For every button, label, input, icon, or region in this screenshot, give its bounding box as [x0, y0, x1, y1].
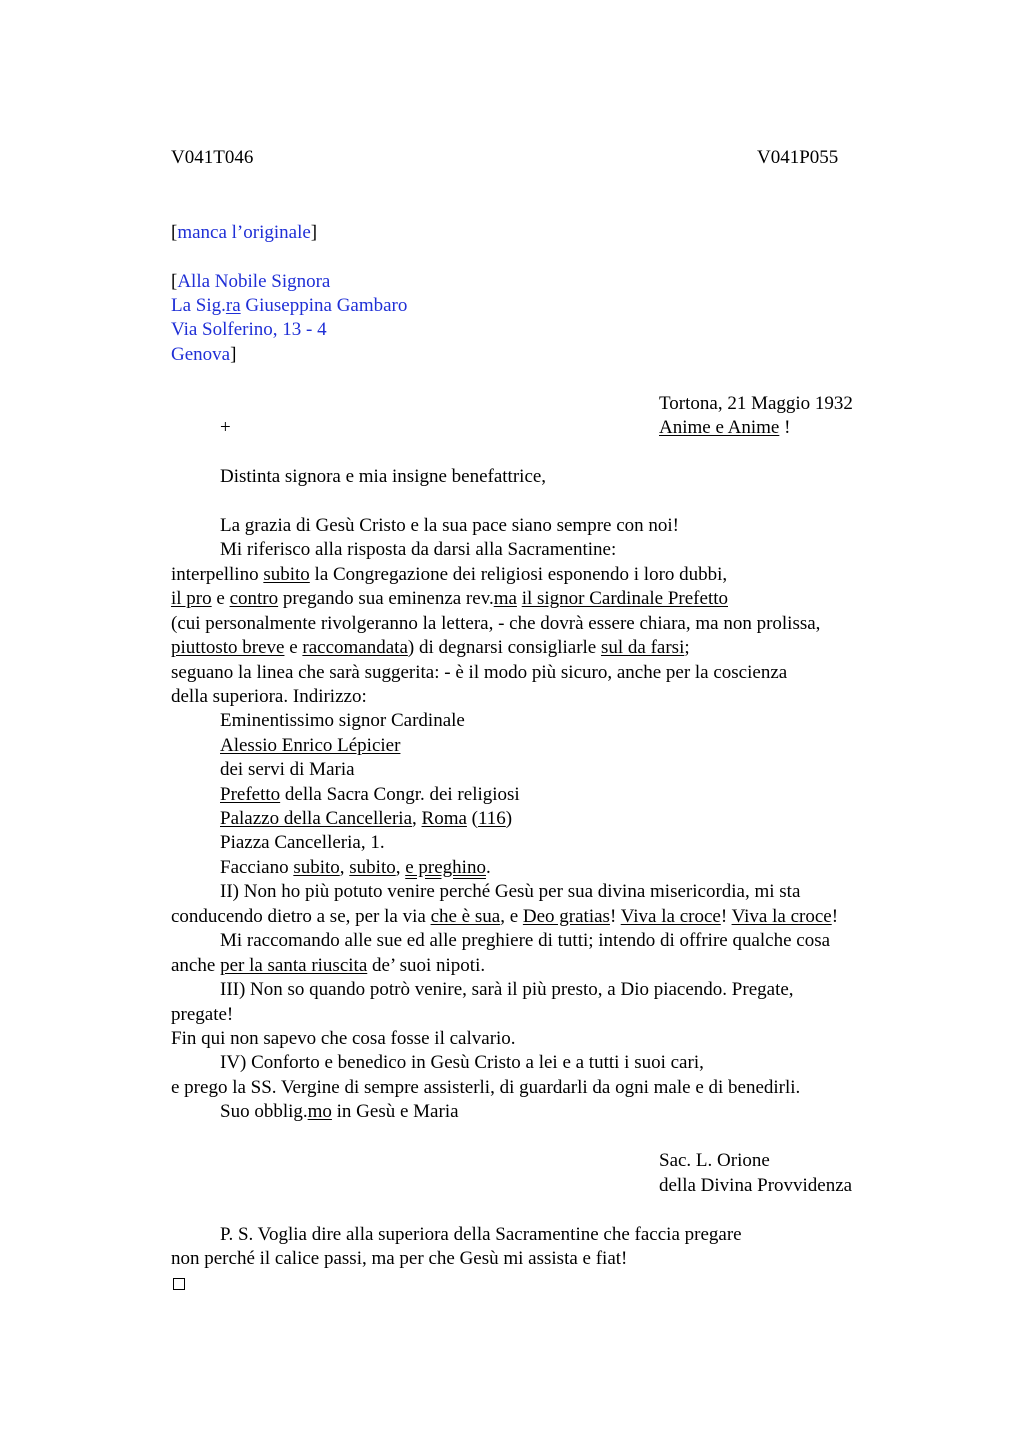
body-line: il pro e contro pregando sua eminenza rev.ma il signor Cardinale Prefetto [171, 588, 728, 609]
closing-line: Suo obblig.mo in Gesù e Maria [220, 1101, 459, 1122]
recipient-address-line: Piazza Cancelleria, 1. [220, 832, 385, 853]
postscript-line: non perché il calice passi, ma per che Gesù mi assista e fiat! [171, 1248, 628, 1269]
body-line: Fin qui non sapevo che cosa fosse il calvario. [171, 1028, 516, 1049]
address-line-2: La Sig.ra Giuseppina Gambaro [171, 295, 408, 316]
salutation: Distinta signora e mia insigne benefattrice, [220, 466, 547, 487]
body-line: piuttosto breve e raccomandata) di degnarsi consigliarle sul da farsi; [171, 637, 690, 658]
signature-title: della Divina Provvidenza [659, 1175, 853, 1196]
recipient-address-line: Eminentissimo signor Cardinale [220, 710, 465, 731]
motto: Anime e Anime ! [659, 417, 791, 438]
body-line: Mi raccomando alle sue ed alle preghiere di tutti; intendo di offrire qualche cosa [220, 930, 831, 951]
document-code-right: V041P055 [757, 147, 839, 168]
body-line: Facciano subito, subito, e preghino. [220, 857, 491, 878]
recipient-address-line: Alessio Enrico Lépicier [220, 735, 401, 756]
postscript-line: P. S. Voglia dire alla superiora della Sacramentine che faccia pregare [220, 1224, 742, 1245]
end-marker-icon [173, 1274, 185, 1296]
body-line: pregate! [171, 1004, 234, 1025]
body-line: La grazia di Gesù Cristo e la sua pace siano sempre con noi! [220, 515, 680, 536]
editorial-note-text: manca l’originale [177, 222, 311, 243]
address-line-1: [Alla Nobile Signora [171, 271, 331, 292]
document-code-left: V041T046 [171, 147, 254, 168]
recipient-address-line: dei servi di Maria [220, 759, 355, 780]
body-line: conducendo dietro a se, per la via che è sua, e Deo gratias! Viva la croce! Viva la croce! [171, 906, 839, 927]
cross-symbol: + [220, 417, 231, 438]
recipient-address-line: Palazzo della Cancelleria, Roma (116) [220, 808, 513, 829]
body-line: interpellino subito la Congregazione dei religiosi esponendo i loro dubbi, [171, 564, 728, 585]
body-line: Mi riferisco alla risposta da darsi alla Sacramentine: [220, 539, 617, 560]
body-line: e prego la SS. Vergine di sempre assisterli, di guardarli da ogni male e di benedirli. [171, 1077, 801, 1098]
letter-date: Tortona, 21 Maggio 1932 [659, 393, 853, 414]
body-line: della superiora. Indirizzo: [171, 686, 367, 707]
editorial-note: [manca l’originale] [171, 222, 318, 243]
body-line: (cui personalmente rivolgeranno la lettera, - che dovrà essere chiara, ma non prolissa, [171, 613, 821, 634]
body-line: anche per la santa riuscita de’ suoi nipoti. [171, 955, 486, 976]
address-line-3: Via Solferino, 13 - 4 [171, 319, 327, 340]
signature-name: Sac. L. Orione [659, 1150, 770, 1171]
recipient-address-line: Prefetto della Sacra Congr. dei religiosi [220, 784, 520, 805]
body-line: IV) Conforto e benedico in Gesù Cristo a lei e a tutti i suoi cari, [220, 1052, 704, 1073]
body-line: III) Non so quando potrò venire, sarà il più presto, a Dio piacendo. Pregate, [220, 979, 794, 1000]
body-line: II) Non ho più potuto venire perché Gesù per sua divina misericordia, mi sta [220, 881, 801, 902]
body-line: seguano la linea che sarà suggerita: - è il modo più sicuro, anche per la coscienza [171, 662, 788, 683]
address-line-4: Genova] [171, 344, 237, 365]
